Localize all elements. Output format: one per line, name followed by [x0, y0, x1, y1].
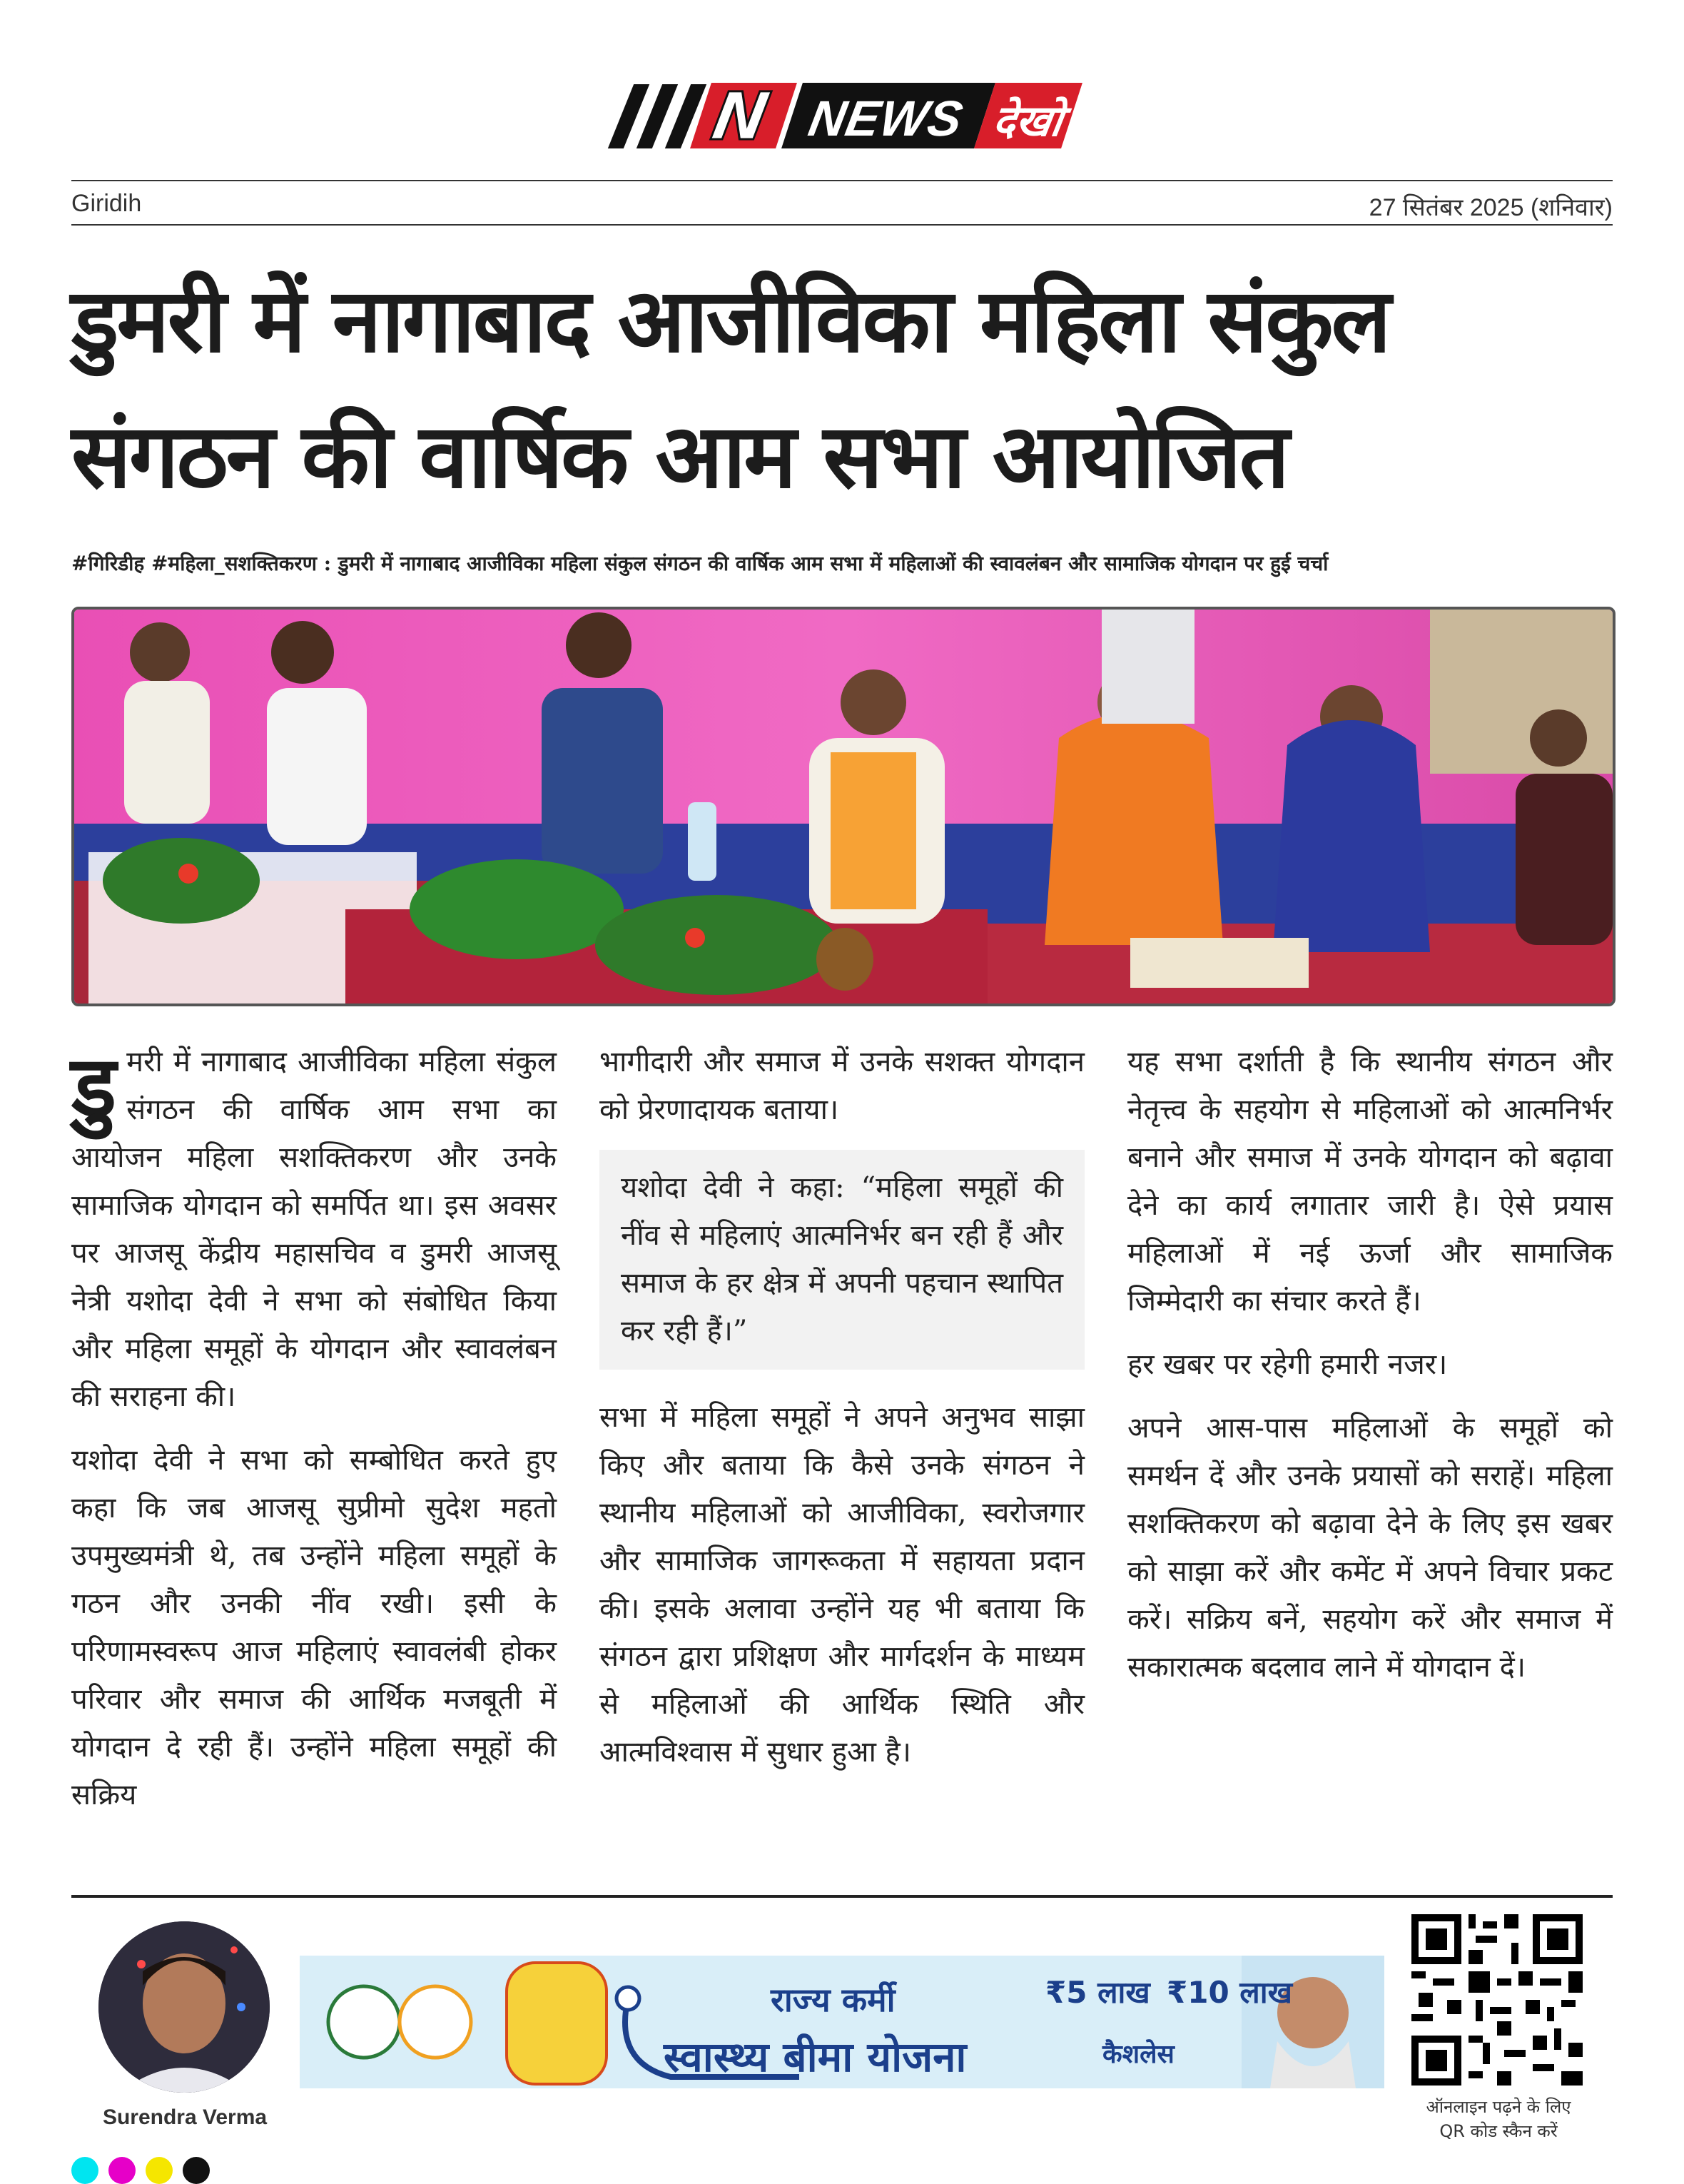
- qr-caption: [1399, 2095, 1598, 2143]
- event-photo: [71, 607, 1615, 1006]
- footer-rule: [71, 1895, 1613, 1898]
- article-column-2: [599, 1038, 1085, 1792]
- author-avatar: [98, 1921, 270, 2093]
- registration-dot: [71, 2157, 98, 2184]
- publish-date: 27 सितंबर 2025 (शनिवार): [1369, 194, 1613, 221]
- article-tagline: #गिरिडीह #महिला_सशक्तिकरण : डुमरी में नागाबाद आजीविका महिला संकुल संगठन की वार्षिक आम सभा में महिलाओं की स्वावलंबन और सामाजिक योगदान पर हुई चर्चा: [71, 552, 1329, 575]
- qr-caption-line-2: QR कोड स्कैन करें: [1439, 2121, 1558, 2141]
- banner-amount-2: ₹10 लाख: [1167, 1975, 1293, 2010]
- article-paragraph: यशोदा देवी ने सभा को सम्बोधित करते हुए कहा कि जब आजसू सुप्रीमो सुदेश महतो उपमुख्यमंत्री थे, तब उन्होंने महिला समूहों के गठन और उनकी नींव रखी। इसी के परिणामस्वरूप आज महिलाएं स्वावलंबी होकर परिवार और समाज की आर्थिक मजबूती में योगदान दे रही हैं। उन्होंने महिला समूहों की सक्रिय: [71, 1444, 557, 1811]
- registration-dot: [146, 2157, 173, 2184]
- pull-quote: [599, 1150, 1085, 1370]
- qr-code-icon[interactable]: [1411, 1914, 1583, 2086]
- banner-title-line-2: स्वास्थ्य बीमा योजना: [664, 2033, 967, 2081]
- paragraph-text: मरी में नागाबाद आजीविका महिला संकुल संगठन की वार्षिक आम सभा का आयोजन महिला सशक्तिकरण और उनके सामाजिक योगदान को समर्पित था। इस अवसर पर आजसू केंद्रीय महासचिव व डुमरी आजसू नेत्री यशोदा देवी ने सभा को संबोधित किया और महिला समूहों के योगदान और स्वावलंबन की सराहना की।: [71, 1046, 557, 1413]
- registration-dot: [108, 2157, 136, 2184]
- banner-amount-1: ₹5 लाख: [1045, 1975, 1150, 2010]
- article-paragraph: [71, 1038, 557, 1421]
- headline-line-2: संगठन की वार्षिक आम सभा आयोजित: [71, 405, 1288, 508]
- dateline: [71, 187, 1613, 223]
- qr-caption-line-1: ऑनलाइन पढ़ने के लिए: [1426, 2097, 1571, 2117]
- article-paragraph: भागीदारी और समाज में उनके सशक्त योगदान को प्रेरणादायक बताया।: [599, 1046, 1085, 1126]
- banner-title-line-1: राज्य कर्मी: [771, 1981, 896, 2019]
- drop-cap: डु: [71, 1036, 117, 1136]
- registration-dot: [183, 2157, 210, 2184]
- headline-line-1: डुमरी में नागाबाद आजीविका महिला संकुल: [71, 270, 1389, 373]
- masthead: [0, 79, 1684, 157]
- logo-news-word: NEWS: [781, 83, 995, 148]
- top-rule: [71, 180, 1613, 181]
- article-paragraph: हर खबर पर रहेगी हमारी नजर।: [1127, 1348, 1448, 1381]
- author-name: Surendra Verma: [102, 2105, 268, 2129]
- article-column-1: [71, 1038, 557, 1835]
- newsdekho-logo[interactable]: [621, 79, 1070, 155]
- quote-text: यशोदा देवी ने कहा: “महिला समूहों की नींव से महिलाएं आत्मनिर्भर बन रही हैं और समाज के हर क्षेत्र में अपनी पहचान स्थापित कर रही हैं।”: [621, 1171, 1063, 1348]
- banner-cashless-label: कैशलेस: [1102, 2040, 1175, 2069]
- article-paragraph: सभा में महिला समूहों ने अपने अनुभव साझा किए और बताया कि कैसे उनके संगठन ने स्थानीय महिलाओं को आजीविका, स्वरोजगार और सामाजिक जागरूकता में सहायता प्रदान की। इसके अलावा उन्होंने यह भी बताया कि संगठन द्वारा प्रशिक्षण और मार्गदर्शन के माध्यम से महिलाओं की आर्थिक स्थिति और आत्मविश्वास में सुधार हुआ है।: [599, 1401, 1085, 1769]
- location-label: Giridih: [71, 190, 142, 217]
- dateline-rule: [71, 224, 1613, 226]
- article-column-3: [1127, 1038, 1613, 1707]
- logo-dekho-word: देखो: [974, 83, 1082, 148]
- logo-n-mark: N: [690, 83, 797, 148]
- ad-banner[interactable]: [300, 1956, 1384, 2088]
- article-paragraph: अपने आस-पास महिलाओं के समूहों को समर्थन दें और उनके प्रयासों को सराहें। महिला सशक्तिकरण को बढ़ावा देने के लिए इस खबर को साझा करें और कमेंट में अपने विचार प्रकट करें। सक्रिय बनें, सहयोग करें और समाज में सकारात्मक बदलाव लाने में योगदान दें।: [1127, 1412, 1613, 1684]
- article-paragraph: यह सभा दर्शाती है कि स्थानीय संगठन और नेतृत्त्व के सहयोग से महिलाओं को आत्मनिर्भर बनाने और समाज में उनके योगदान को बढ़ावा देने का कार्य लगातार जारी है। ऐसे प्रयास महिलाओं में नई ऊर्जा और सामाजिक जिम्मेदारी का संचार करते हैं।: [1127, 1046, 1613, 1318]
- article-headline: [71, 253, 1627, 525]
